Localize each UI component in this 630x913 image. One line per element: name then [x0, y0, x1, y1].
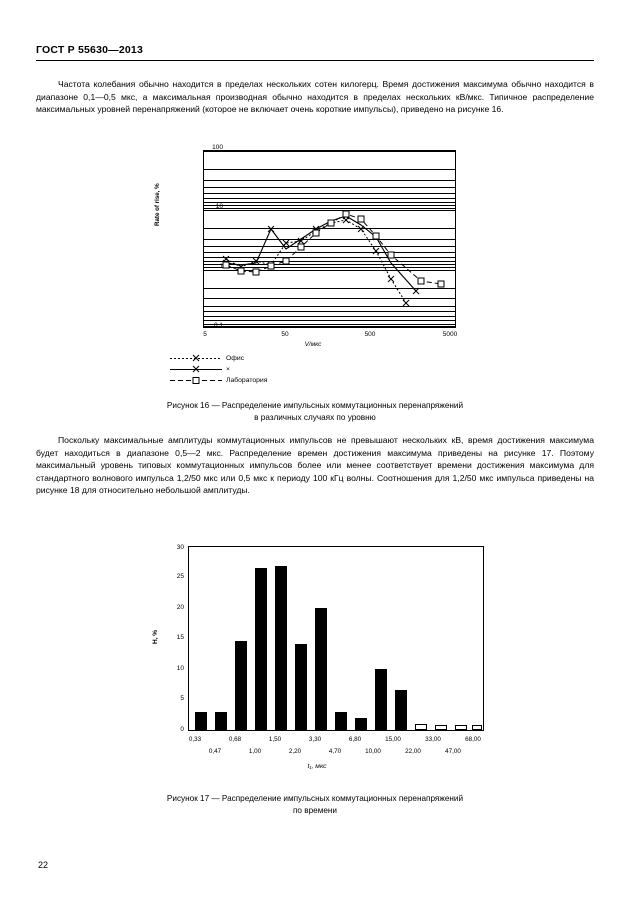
figure-17-bar-10 [395, 690, 407, 730]
figure-16-ytick-100: 100 [212, 144, 223, 151]
figure-16 [154, 144, 480, 388]
figure-16-caption [36, 400, 594, 424]
figure-17-xtick-1: 0,47 [208, 748, 222, 755]
figure-17-ytick-25: 25 [176, 573, 184, 580]
figure-16-xtick-50: 50 [281, 331, 289, 338]
paragraph-1-text: Частота колебания обычно находится в пределах нескольких сотен килогерц. Время достижения максимума обычно находится в диапазоне 0,1—0,5 мкс, а максимальная производная обычно находится в пределах нескольких кВ/мкс. Типичное распределение максимальных уровней перенапряжений (которое не включает очень короткие импульсы), приведено на рисунке 16. [36, 79, 594, 115]
figure-17-bar-2 [235, 641, 247, 730]
legend-symbol-dashed-square-icon [170, 376, 222, 385]
figure-17-bar-4 [275, 566, 287, 730]
figure-17-xtick-11: 22,00 [405, 748, 421, 755]
legend-entry-laboratory [170, 375, 267, 386]
header-rule [36, 60, 594, 61]
figure-17-xtick-12: 33,00 [425, 736, 441, 743]
figure-17-ytick-20: 20 [176, 604, 184, 611]
figure-17-xtick-2: 0,68 [228, 736, 242, 743]
figure-17-xtick-7: 4,70 [328, 748, 342, 755]
figure-17-bars [189, 547, 483, 730]
figure-17-xtick-14: 68,00 [465, 736, 481, 743]
figure-17-bar-5 [295, 644, 307, 730]
figure-17 [150, 544, 500, 789]
figure-17-bar-6 [315, 608, 327, 730]
figure-16-plot-area [203, 150, 456, 328]
figure-17-xtick-6: 3,30 [308, 736, 322, 743]
body-paragraph-2 [36, 434, 594, 497]
legend-entry-x [170, 364, 267, 375]
figure-16-y-axis-title: Rate of rise, % [154, 183, 161, 226]
figure-16-caption-line2: в различных случаях по уровню [254, 413, 376, 422]
body-paragraph-1 [36, 78, 594, 116]
figure-16-xtick-500: 500 [364, 331, 376, 338]
figure-17-xtick-3: 1,00 [248, 748, 262, 755]
figure-17-ytick-0: 0 [180, 726, 184, 733]
legend-label-x: × [226, 366, 230, 373]
figure-16-xtick-5: 5 [203, 331, 207, 338]
legend-label-office: Офис [226, 355, 245, 362]
figure-17-xtick-13: 47,00 [445, 748, 461, 755]
figure-17-xtick-5: 2,20 [288, 748, 302, 755]
figure-17-ytick-5: 5 [180, 695, 184, 702]
page-number: 22 [38, 860, 49, 870]
figure-16-x-axis-title: V/мкс [304, 341, 322, 348]
figure-16-xtick-5000: 5000 [442, 331, 458, 338]
figure-17-y-axis-title: H, % [152, 629, 159, 644]
figure-17-caption-line1: Рисунок 17 — Распределение импульсных коммутационных перенапряжений [166, 794, 464, 803]
figure-17-bar-0 [195, 712, 207, 730]
figure-17-xtick-8: 6,80 [348, 736, 362, 743]
figure-16-ytick-10: 10 [215, 203, 223, 210]
figure-17-xtick-9: 10,00 [365, 748, 381, 755]
paragraph-2-text: Поскольку максимальные амплитуды коммутационных импульсов не превышают нескольких кВ, время достижения максимума будет находиться в диапазоне 0,5—2 мкс. Распределение времен достижения максимума приведены на рисунке 17. Поэтому максимальный уровень типовых коммутационных импульсов более или менее соответствует времени достижения максимума для стандартного волнового импульса 1,2/50 мкс или 0,5 мкс к периоду 100 кГц волны. Соотношения для 1,2/50 мкс импульса приведены на рисунке 18 для относительно небольшой амплитуды. [36, 435, 594, 496]
figure-17-bar-1 [215, 712, 227, 730]
figure-17-xtick-4: 1,50 [268, 736, 282, 743]
figure-16-ytick-1: 1 [219, 263, 223, 270]
figure-17-bar-8 [355, 718, 367, 730]
figure-17-caption-line2: по времени [293, 806, 337, 815]
figure-17-bar-3 [255, 568, 267, 730]
figure-16-series-layer [204, 151, 454, 326]
standard-header: ГОСТ Р 55630—2013 [36, 44, 144, 56]
figure-17-ytick-30: 30 [176, 544, 184, 551]
legend-symbol-solid-x-icon [170, 365, 222, 374]
figure-17-ytick-10: 10 [176, 665, 184, 672]
figure-17-x-axis-title: t₁, мкс [307, 763, 327, 770]
figure-17-xtick-10: 15,00 [385, 736, 401, 743]
legend-entry-office [170, 353, 267, 364]
figure-17-ytick-15: 15 [176, 634, 184, 641]
figure-16-ytick-0.1: 0,1 [213, 322, 223, 329]
legend-label-laboratory: Лаборатория [226, 377, 268, 384]
legend-symbol-dotted-x-icon [170, 354, 222, 363]
figure-17-baseline [188, 730, 484, 731]
figure-17-bar-9 [375, 669, 387, 730]
figure-16-caption-line1: Рисунок 16 — Распределение импульсных коммутационных перенапряжений [166, 401, 464, 410]
figure-16-legend [170, 353, 267, 386]
figure-17-bar-7 [335, 712, 347, 730]
figure-17-caption [36, 793, 594, 817]
figure-17-xtick-0: 0,33 [188, 736, 202, 743]
